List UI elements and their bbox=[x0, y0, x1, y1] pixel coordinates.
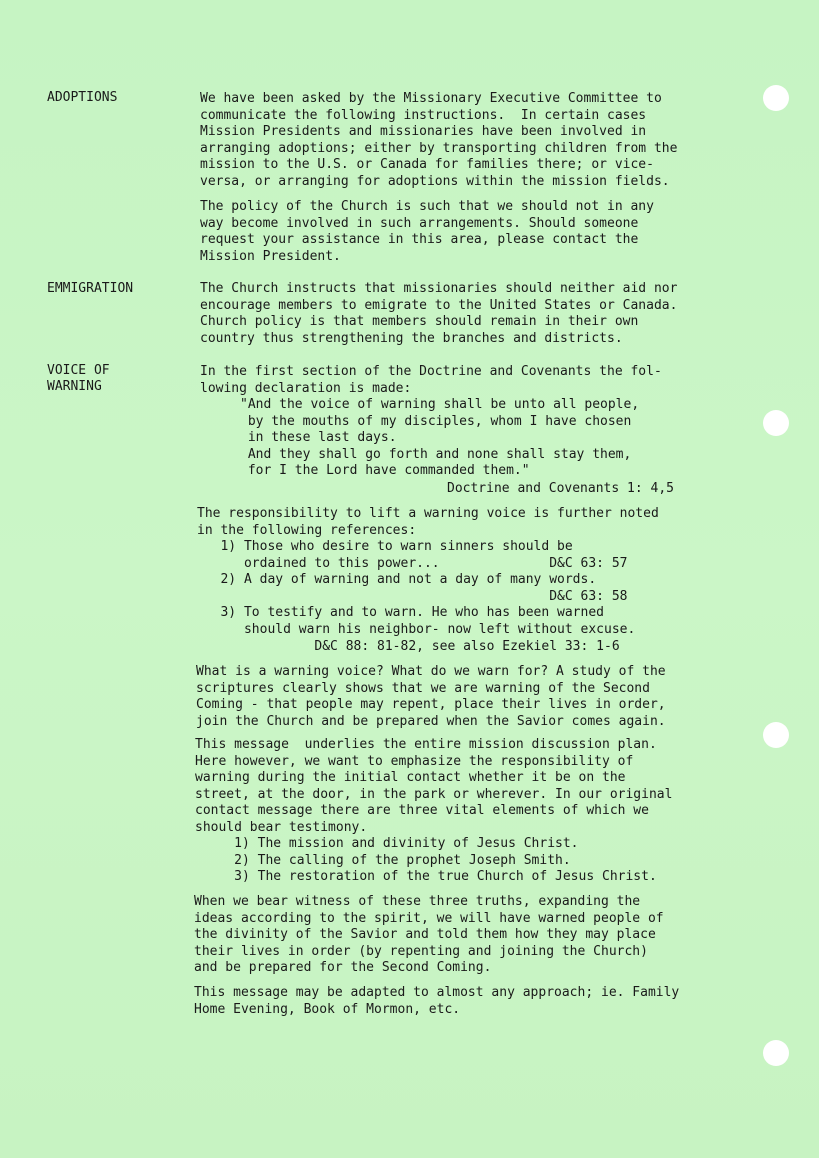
punch-hole bbox=[763, 722, 789, 748]
witness-paragraph: When we bear witness of these three truths, expanding the ideas according to the spirit, we will have warned people of the divinity of the Savior and told them how they may place their lives in order (by repenting and joining the Church) and be prepared for the Second Coming. bbox=[194, 894, 664, 976]
punch-hole bbox=[763, 85, 789, 111]
adapt-paragraph: This message may be adapted to almost any approach; ie. Family Home Evening, Book of Mormon, etc. bbox=[194, 985, 680, 1017]
scripture-quote-reference: Doctrine and Covenants 1: 4,5 bbox=[447, 481, 674, 496]
vital-elements-list: 1) The mission and divinity of Jesus Christ. 2) The calling of the prophet Joseph Smith. 3) The restoration of the true Church of Jesus Christ. bbox=[234, 836, 657, 885]
message-paragraph: This message underlies the entire mission discussion plan. Here however, we want to emphasize the responsibility of warning during the initial contact whether it be on the street, at the door, in the park or wherever. In our original contact message there are three vital elements of which we should bear testimony. bbox=[195, 737, 673, 835]
adoptions-paragraph-1: We have been asked by the Missionary Executive Committee to communicate the following instructions. In certain cases Mission Presidents and missionaries have been involved in arranging adoptions; either by transporting children from the mission to the U.S. or Canada for families there; or vice- versa, or arranging for adoptions within the mission fields. bbox=[200, 91, 678, 189]
voice-intro: In the first section of the Doctrine and Covenants the fol- lowing declaration is made: bbox=[200, 364, 662, 396]
references-list: 1) Those who desire to warn sinners should be ordained to this power... D&C 63: 57 2) A day of warning and not a day of many words. D&C 63: 58 3) To testify and to warn. He who has been warned should warn his neighbor- now left without excuse. D&C 88: 81-82, see also Ezekiel 33: 1-6 bbox=[220, 539, 636, 654]
section-label-voice-of-warning: VOICE OF WARNING bbox=[47, 363, 110, 394]
section-label-adoptions: ADOPTIONS bbox=[47, 90, 118, 105]
punch-hole bbox=[763, 410, 789, 436]
references-intro: The responsibility to lift a warning voice is further noted in the following references: bbox=[197, 506, 659, 538]
scripture-quote: "And the voice of warning shall be unto all people, by the mouths of my disciples, whom I have chosen in these last days. And they shall go forth and none shall stay them, for I the Lord have commanded them." bbox=[240, 397, 640, 479]
emmigration-paragraph: The Church instructs that missionaries should neither aid nor encourage members to emigrate to the United States or Canada. Church policy is that members should remain in their own country thus strengthening the branches and districts. bbox=[200, 281, 678, 346]
section-label-emmigration: EMMIGRATION bbox=[47, 281, 134, 296]
warning-voice-paragraph: What is a warning voice? What do we warn for? A study of the scriptures clearly shows that we are warning of the Second Coming - that people may repent, place their lives in order, join the Church and be prepared when the Savior comes again. bbox=[196, 664, 666, 729]
punch-hole bbox=[763, 1040, 789, 1066]
adoptions-paragraph-2: The policy of the Church is such that we should not in any way become involved in such arrangements. Should someone request your assistance in this area, please contact the Mission President. bbox=[200, 199, 654, 264]
